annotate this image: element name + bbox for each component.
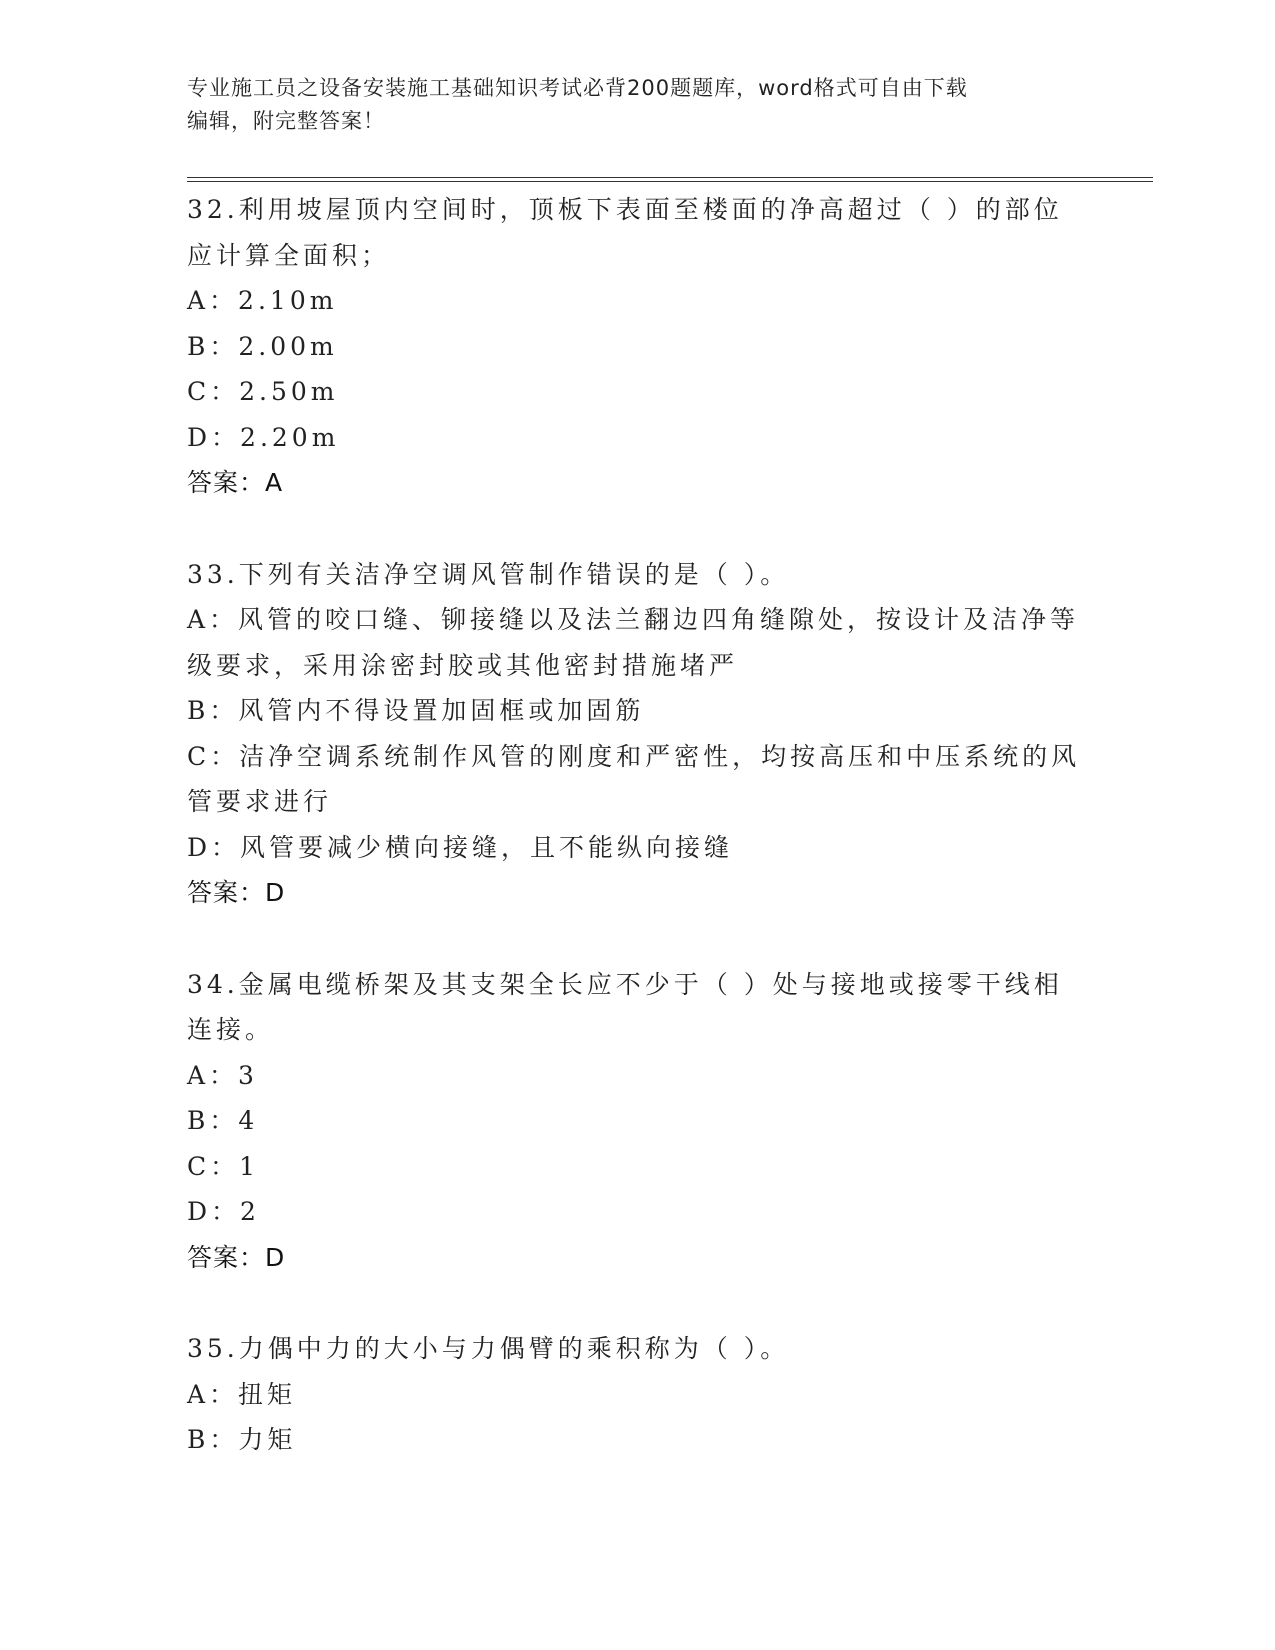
option-d: D：风管要减少横向接缝，且不能纵向接缝	[187, 832, 734, 862]
question-34	[187, 962, 1087, 1281]
header-title-line-1: 专业施工员之设备安装施工基础知识考试必背200题题库，word格式可自由下载	[187, 76, 968, 100]
option-c: C：洁净空调系统制作风管的刚度和严密性，均按高压和中压系统的风	[187, 741, 1081, 771]
question-35	[187, 1326, 1087, 1463]
option-b: B：4	[187, 1106, 259, 1135]
question-stem-continued: 应计算全面积；	[187, 240, 391, 270]
option-a-continued: 级要求，采用涂密封胶或其他密封措施堵严	[187, 650, 739, 680]
question-stem: 32.利用坡屋顶内空间时，顶板下表面至楼面的净高超过（ ）的部位	[187, 195, 1063, 224]
option-a: A：2.10m	[187, 286, 338, 315]
option-b: B：风管内不得设置加固框或加固筋	[187, 696, 645, 725]
answer-label: 答案：D	[187, 1242, 286, 1272]
document-header	[187, 72, 1067, 138]
option-a: A：3	[187, 1060, 258, 1090]
option-c: C：1	[187, 1151, 260, 1181]
question-32	[187, 187, 1087, 506]
answer-label: 答案：A	[187, 468, 284, 497]
answer-label: 答案：D	[187, 878, 286, 907]
question-list	[187, 187, 1087, 1509]
header-double-rule	[187, 177, 1153, 182]
question-stem: 33.下列有关洁净空调风管制作错误的是（ ）。	[187, 559, 790, 589]
option-c: C：2.50m	[187, 377, 339, 406]
question-33	[187, 552, 1087, 916]
option-b: B：力矩	[187, 1425, 297, 1454]
option-d: D：2.20m	[187, 422, 340, 452]
option-d: D：2	[187, 1197, 260, 1226]
question-stem-continued: 连接。	[187, 1015, 275, 1044]
option-a: A：风管的咬口缝、铆接缝以及法兰翻边四角缝隙处，按设计及洁净等	[187, 605, 1080, 634]
header-title-line-2: 编辑，附完整答案！	[187, 109, 385, 133]
question-stem: 35.力偶中力的大小与力偶臂的乘积称为（ ）。	[187, 1334, 790, 1363]
option-c-continued: 管要求进行	[187, 787, 333, 816]
question-stem: 34.金属电缆桥架及其支架全长应不少于（ ）处与接地或接零干线相	[187, 969, 1063, 999]
option-a: A：扭矩	[187, 1379, 297, 1409]
option-b: B：2.00m	[187, 331, 338, 361]
